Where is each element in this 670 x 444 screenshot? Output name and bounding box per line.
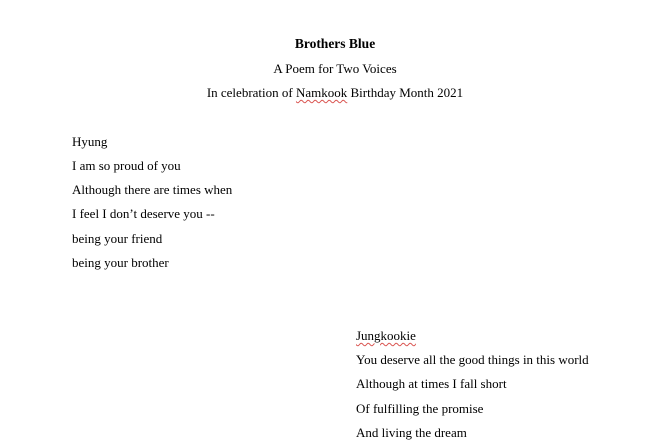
voice-one-line: Although there are times when [72, 182, 233, 197]
voice-one-line: I am so proud of you [72, 158, 181, 173]
voice-two-line: Of fulfilling the promise [356, 401, 484, 416]
voice-one-speaker: Hyung [72, 134, 108, 149]
poem-title: Brothers Blue [294, 36, 376, 51]
voice-one-line: being your brother [72, 255, 169, 270]
celebration-suffix: Birthday Month 2021 [347, 85, 464, 100]
voice-one-line: being your friend [72, 231, 163, 246]
voice-two-line: And living the dream [356, 425, 467, 440]
celebration-prefix: In celebration of [206, 85, 296, 100]
voice-two-speaker: Jungkookie [356, 328, 416, 343]
voice-two-line: Although at times I fall short [356, 376, 507, 391]
celebration-name: Namkook [295, 85, 348, 100]
poem-subtitle: A Poem for Two Voices [273, 61, 397, 76]
voice-one-line: I feel I don’t deserve you -- [72, 206, 215, 221]
voice-two-line: You deserve all the good things in this world [356, 352, 589, 367]
celebration-line [0, 85, 670, 101]
